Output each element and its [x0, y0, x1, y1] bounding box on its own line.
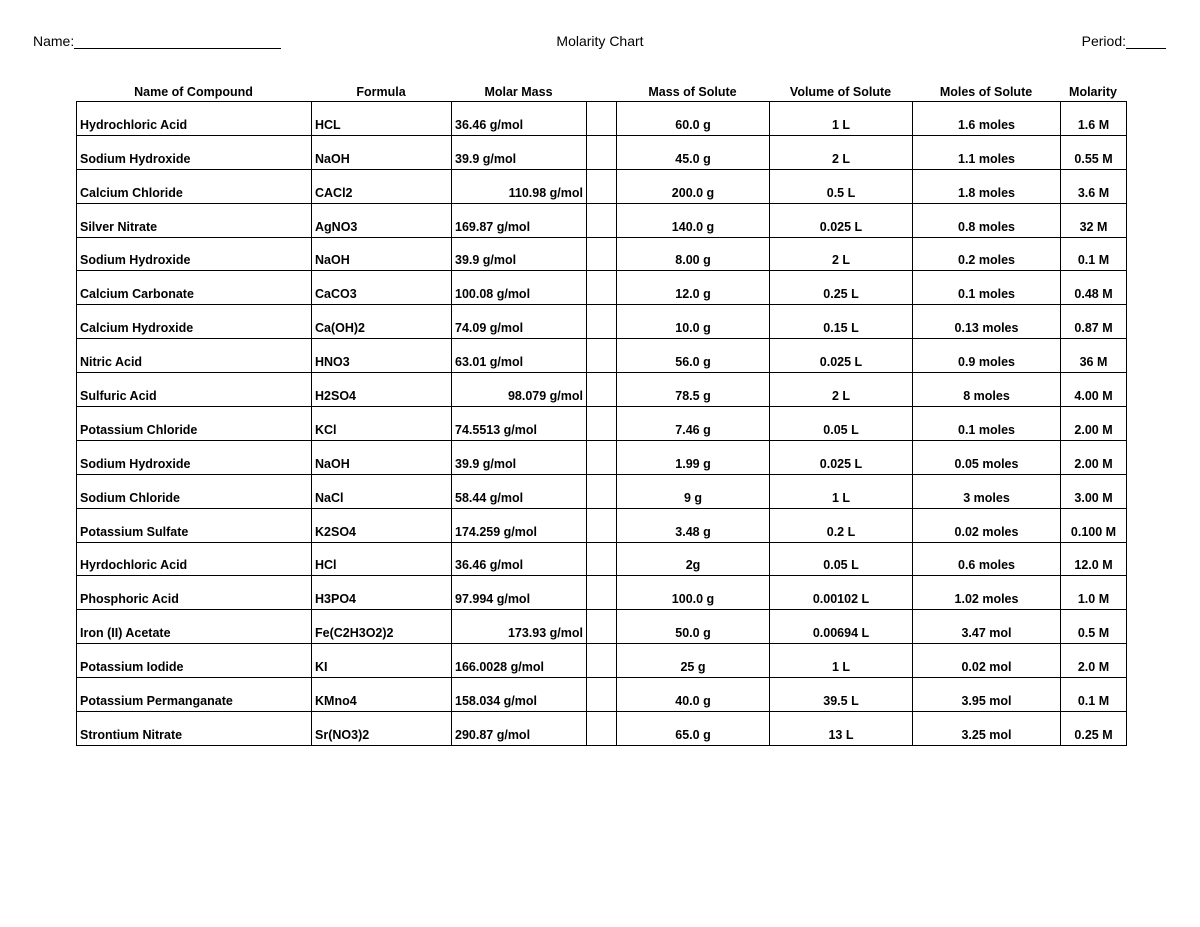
name-label: Name:: [33, 33, 75, 49]
molarity-cell: 0.48 M: [1061, 271, 1127, 305]
formula-cell: CACl2: [312, 169, 452, 203]
molar-mass-cell: 98.079 g/mol: [452, 373, 587, 407]
moles-cell: 8 moles: [913, 373, 1061, 407]
volume-cell: 0.05 L: [770, 407, 913, 441]
molar-mass-cell: 39.9 g/mol: [452, 237, 587, 271]
compound-name-cell: Sodium Hydroxide: [77, 440, 312, 474]
formula-cell: CaCO3: [312, 271, 452, 305]
moles-cell: 0.8 moles: [913, 203, 1061, 237]
volume-cell: 0.00694 L: [770, 610, 913, 644]
molar-mass-cell: 290.87 g/mol: [452, 712, 587, 746]
spacer-cell: [587, 373, 617, 407]
formula-cell: Fe(C2H3O2)2: [312, 610, 452, 644]
mass-cell: 78.5 g: [617, 373, 770, 407]
mass-cell: 25 g: [617, 644, 770, 678]
formula-cell: KMno4: [312, 678, 452, 712]
molar-mass-cell: 110.98 g/mol: [452, 169, 587, 203]
mass-cell: 1.99 g: [617, 440, 770, 474]
compound-name-cell: Sodium Hydroxide: [77, 135, 312, 169]
page-title: Molarity Chart: [556, 33, 644, 49]
table-row: [77, 610, 1127, 644]
moles-cell: 1.6 moles: [913, 102, 1061, 136]
period-field: [1082, 33, 1166, 49]
table-body: [77, 102, 1127, 746]
compound-name-cell: Calcium Hydroxide: [77, 305, 312, 339]
spacer-cell: [587, 542, 617, 576]
compound-name-cell: Strontium Nitrate: [77, 712, 312, 746]
molarity-cell: 0.5 M: [1061, 610, 1127, 644]
mass-cell: 45.0 g: [617, 135, 770, 169]
moles-cell: 1.1 moles: [913, 135, 1061, 169]
molarity-cell: 3.6 M: [1061, 169, 1127, 203]
spacer-cell: [587, 203, 617, 237]
col-header-molarity: Molarity: [1069, 85, 1117, 99]
volume-cell: 2 L: [770, 135, 913, 169]
volume-cell: 0.25 L: [770, 271, 913, 305]
compound-name-cell: Sodium Chloride: [77, 474, 312, 508]
spacer-cell: [587, 271, 617, 305]
compound-name-cell: Potassium Iodide: [77, 644, 312, 678]
molarity-cell: 4.00 M: [1061, 373, 1127, 407]
col-header-mass: Mass of Solute: [648, 85, 737, 99]
spacer-cell: [587, 576, 617, 610]
period-label: Period:: [1081, 33, 1126, 49]
table-row: [77, 237, 1127, 271]
spacer-cell: [587, 135, 617, 169]
table-row: [77, 508, 1127, 542]
molarity-cell: 2.00 M: [1061, 407, 1127, 441]
volume-cell: 0.05 L: [770, 542, 913, 576]
table-row: [77, 474, 1127, 508]
mass-cell: 40.0 g: [617, 678, 770, 712]
period-blank-line: [1126, 34, 1166, 49]
mass-cell: 10.0 g: [617, 305, 770, 339]
molar-mass-cell: 39.9 g/mol: [452, 440, 587, 474]
mass-cell: 12.0 g: [617, 271, 770, 305]
compound-name-cell: Sodium Hydroxide: [77, 237, 312, 271]
volume-cell: 1 L: [770, 474, 913, 508]
table-row: [77, 203, 1127, 237]
formula-cell: NaOH: [312, 440, 452, 474]
molar-mass-cell: 173.93 g/mol: [452, 610, 587, 644]
spacer-cell: [587, 644, 617, 678]
table-row: [77, 407, 1127, 441]
molarity-table: [76, 101, 1127, 746]
mass-cell: 56.0 g: [617, 339, 770, 373]
molarity-cell: 0.100 M: [1061, 508, 1127, 542]
molarity-cell: 0.25 M: [1061, 712, 1127, 746]
table-row: [77, 373, 1127, 407]
molarity-cell: 1.6 M: [1061, 102, 1127, 136]
moles-cell: 1.8 moles: [913, 169, 1061, 203]
compound-name-cell: Potassium Chloride: [77, 407, 312, 441]
moles-cell: 0.6 moles: [913, 542, 1061, 576]
formula-cell: NaOH: [312, 135, 452, 169]
table-row: [77, 542, 1127, 576]
spacer-cell: [587, 237, 617, 271]
moles-cell: 0.9 moles: [913, 339, 1061, 373]
spacer-cell: [587, 474, 617, 508]
col-header-moles: Moles of Solute: [939, 85, 1033, 99]
molarity-cell: 0.87 M: [1061, 305, 1127, 339]
spacer-cell: [587, 339, 617, 373]
spacer-cell: [587, 712, 617, 746]
formula-cell: H3PO4: [312, 576, 452, 610]
compound-name-cell: Hydrochloric Acid: [77, 102, 312, 136]
spacer-cell: [587, 508, 617, 542]
molar-mass-cell: 174.259 g/mol: [452, 508, 587, 542]
formula-cell: AgNO3: [312, 203, 452, 237]
spacer-cell: [587, 610, 617, 644]
spacer-cell: [587, 407, 617, 441]
mass-cell: 2g: [617, 542, 770, 576]
moles-cell: 3.95 mol: [913, 678, 1061, 712]
mass-cell: 9 g: [617, 474, 770, 508]
molarity-cell: 3.00 M: [1061, 474, 1127, 508]
spacer-cell: [587, 102, 617, 136]
molar-mass-cell: 158.034 g/mol: [452, 678, 587, 712]
molarity-cell: 32 M: [1061, 203, 1127, 237]
compound-name-cell: Iron (II) Acetate: [77, 610, 312, 644]
moles-cell: 0.1 moles: [913, 271, 1061, 305]
moles-cell: 0.02 mol: [913, 644, 1061, 678]
table-row: [77, 135, 1127, 169]
table-row: [77, 440, 1127, 474]
volume-cell: 39.5 L: [770, 678, 913, 712]
molar-mass-cell: 39.9 g/mol: [452, 135, 587, 169]
volume-cell: 0.025 L: [770, 339, 913, 373]
moles-cell: 1.02 moles: [913, 576, 1061, 610]
compound-name-cell: Nitric Acid: [77, 339, 312, 373]
compound-name-cell: Potassium Permanganate: [77, 678, 312, 712]
molarity-cell: 0.55 M: [1061, 135, 1127, 169]
formula-cell: K2SO4: [312, 508, 452, 542]
volume-cell: 0.5 L: [770, 169, 913, 203]
molar-mass-cell: 97.994 g/mol: [452, 576, 587, 610]
formula-cell: NaCl: [312, 474, 452, 508]
molar-mass-cell: 74.09 g/mol: [452, 305, 587, 339]
molarity-cell: 0.1 M: [1061, 237, 1127, 271]
volume-cell: 0.025 L: [770, 440, 913, 474]
volume-cell: 0.025 L: [770, 203, 913, 237]
mass-cell: 7.46 g: [617, 407, 770, 441]
volume-cell: 13 L: [770, 712, 913, 746]
col-header-volume: Volume of Solute: [789, 85, 892, 99]
table-row: [77, 712, 1127, 746]
molarity-cell: 1.0 M: [1061, 576, 1127, 610]
compound-name-cell: Silver Nitrate: [77, 203, 312, 237]
molar-mass-cell: 36.46 g/mol: [452, 102, 587, 136]
spacer-cell: [587, 169, 617, 203]
table-row: [77, 169, 1127, 203]
compound-name-cell: Calcium Carbonate: [77, 271, 312, 305]
formula-cell: HCL: [312, 102, 452, 136]
mass-cell: 50.0 g: [617, 610, 770, 644]
formula-cell: HNO3: [312, 339, 452, 373]
volume-cell: 0.2 L: [770, 508, 913, 542]
compound-name-cell: Phosphoric Acid: [77, 576, 312, 610]
molarity-cell: 36 M: [1061, 339, 1127, 373]
volume-cell: 0.00102 L: [770, 576, 913, 610]
molar-mass-cell: 58.44 g/mol: [452, 474, 587, 508]
molar-mass-cell: 63.01 g/mol: [452, 339, 587, 373]
molar-mass-cell: 166.0028 g/mol: [452, 644, 587, 678]
mass-cell: 140.0 g: [617, 203, 770, 237]
molarity-cell: 2.0 M: [1061, 644, 1127, 678]
col-header-name: Name of Compound: [134, 85, 253, 99]
table-row: [77, 305, 1127, 339]
mass-cell: 8.00 g: [617, 237, 770, 271]
mass-cell: 200.0 g: [617, 169, 770, 203]
molar-mass-cell: 74.5513 g/mol: [452, 407, 587, 441]
formula-cell: NaOH: [312, 237, 452, 271]
table-row: [77, 271, 1127, 305]
table-row: [77, 576, 1127, 610]
table-row: [77, 339, 1127, 373]
formula-cell: HCl: [312, 542, 452, 576]
spacer-cell: [587, 305, 617, 339]
compound-name-cell: Potassium Sulfate: [77, 508, 312, 542]
formula-cell: H2SO4: [312, 373, 452, 407]
volume-cell: 2 L: [770, 373, 913, 407]
formula-cell: Sr(NO3)2: [312, 712, 452, 746]
mass-cell: 65.0 g: [617, 712, 770, 746]
mass-cell: 100.0 g: [617, 576, 770, 610]
moles-cell: 0.02 moles: [913, 508, 1061, 542]
table-row: [77, 102, 1127, 136]
compound-name-cell: Calcium Chloride: [77, 169, 312, 203]
mass-cell: 60.0 g: [617, 102, 770, 136]
compound-name-cell: Sulfuric Acid: [77, 373, 312, 407]
molarity-cell: 0.1 M: [1061, 678, 1127, 712]
moles-cell: 0.1 moles: [913, 407, 1061, 441]
col-header-molar-mass: Molar Mass: [484, 85, 553, 99]
table-row: [77, 644, 1127, 678]
molarity-cell: 2.00 M: [1061, 440, 1127, 474]
moles-cell: 3 moles: [913, 474, 1061, 508]
moles-cell: 0.13 moles: [913, 305, 1061, 339]
spacer-cell: [587, 678, 617, 712]
mass-cell: 3.48 g: [617, 508, 770, 542]
molar-mass-cell: 169.87 g/mol: [452, 203, 587, 237]
compound-name-cell: Hyrdochloric Acid: [77, 542, 312, 576]
table-row: [77, 678, 1127, 712]
formula-cell: Ca(OH)2: [312, 305, 452, 339]
moles-cell: 0.2 moles: [913, 237, 1061, 271]
formula-cell: KI: [312, 644, 452, 678]
molar-mass-cell: 100.08 g/mol: [452, 271, 587, 305]
formula-cell: KCl: [312, 407, 452, 441]
moles-cell: 3.47 mol: [913, 610, 1061, 644]
volume-cell: 2 L: [770, 237, 913, 271]
volume-cell: 1 L: [770, 102, 913, 136]
spacer-cell: [587, 440, 617, 474]
col-header-formula: Formula: [356, 85, 406, 99]
volume-cell: 1 L: [770, 644, 913, 678]
moles-cell: 0.05 moles: [913, 440, 1061, 474]
moles-cell: 3.25 mol: [913, 712, 1061, 746]
volume-cell: 0.15 L: [770, 305, 913, 339]
molar-mass-cell: 36.46 g/mol: [452, 542, 587, 576]
molarity-cell: 12.0 M: [1061, 542, 1127, 576]
